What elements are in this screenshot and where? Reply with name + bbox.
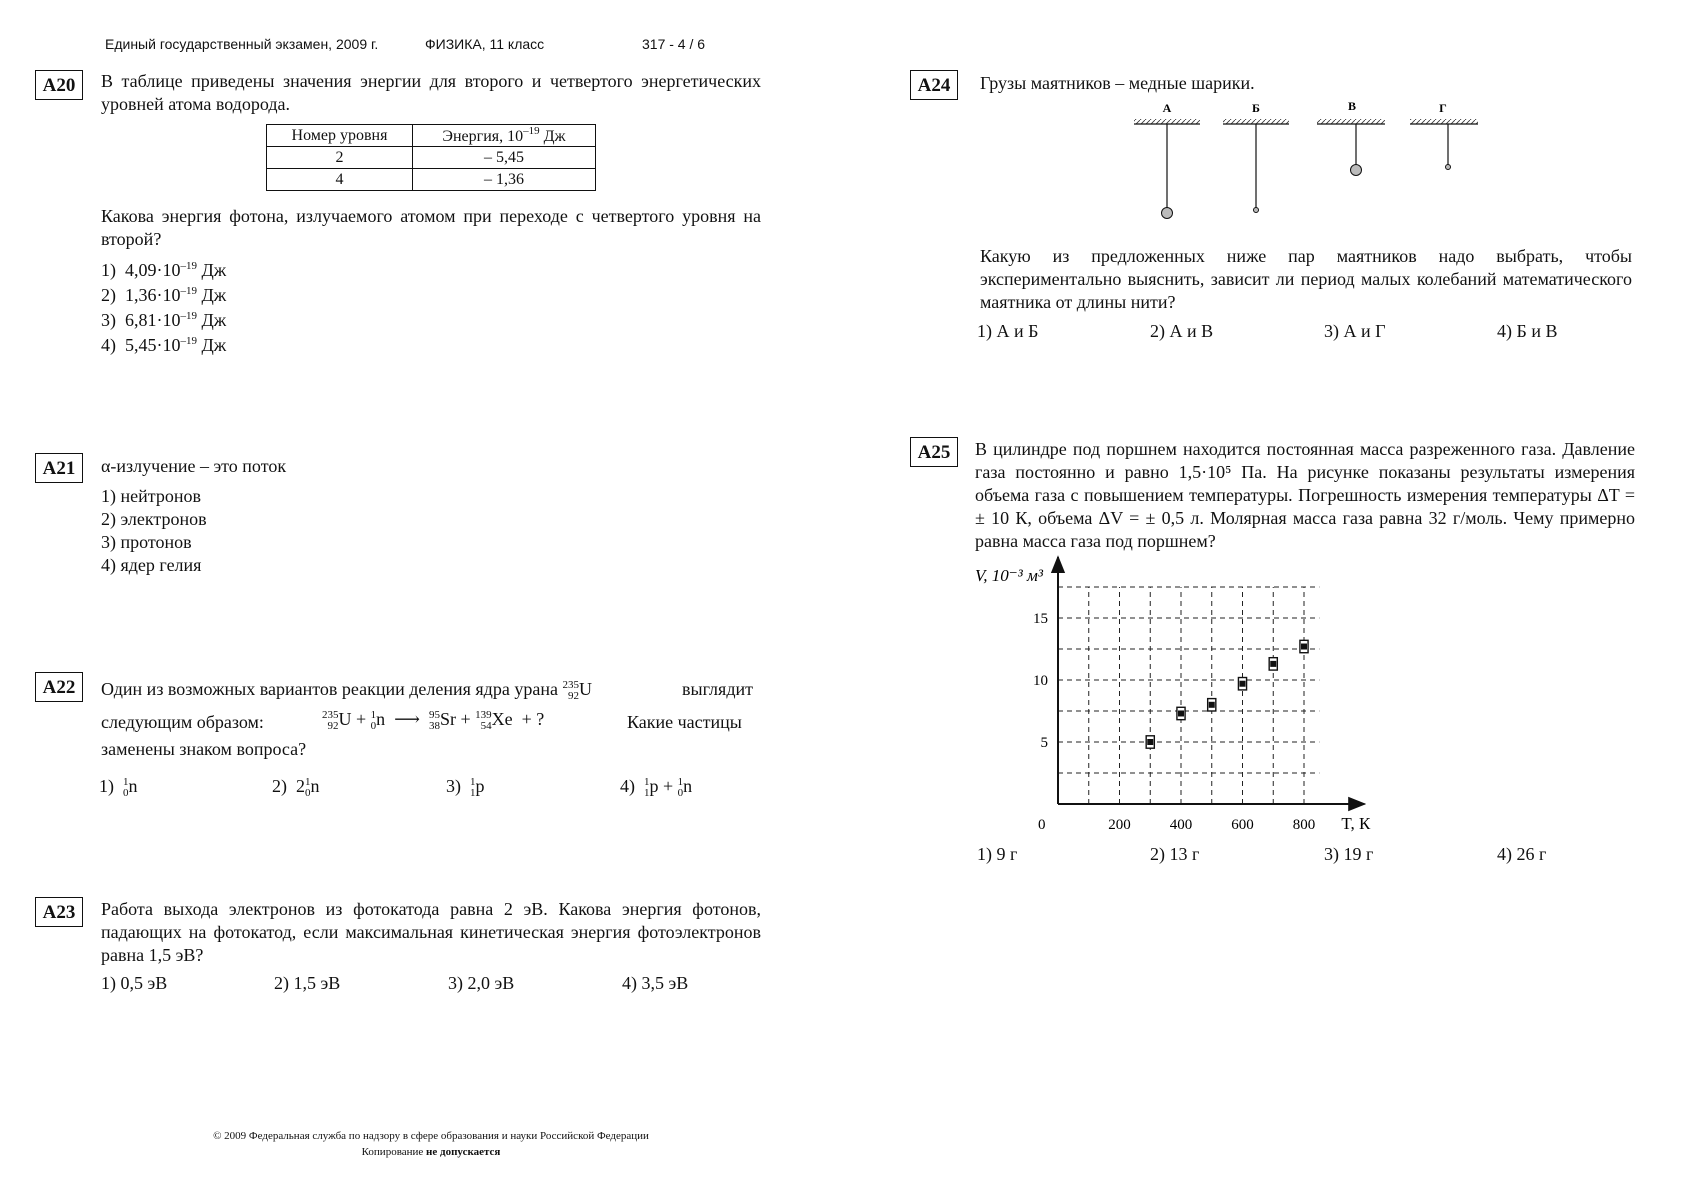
a21-answer-1[interactable]: 1) нейтронов [101,486,201,506]
question-tag-a25: А25 [910,437,958,467]
ceiling-hatch [1134,119,1200,124]
data-point [1209,702,1215,708]
x-axis-label: T, К [1341,814,1371,833]
a21-answer-3[interactable]: 3) протонов [101,532,192,552]
a25-answer-1[interactable]: 1) 9 г [977,844,1018,864]
a20-answer-2[interactable]: 2) $1,36\cdot 10^{-19}$ Дж [101,285,227,305]
table-row [267,169,596,191]
table-header-energy: Энергия, $10^{-19}$ Дж [413,125,596,147]
a22-line3: заменены знаком вопроса? [101,739,307,759]
a21-answer-4[interactable]: 4) ядер гелия [101,555,202,575]
y-tick-label: 5 [1040,735,1048,751]
ball-v [1351,165,1362,176]
reaction-equation: 235 92 U + 1 0 n ⟶ 95 38 Sr + 139 54 Xe + ? [322,708,545,732]
x-tick-label: 400 [1169,817,1193,833]
data-point [1147,739,1153,745]
chart-grid [1058,587,1319,804]
question-tag-a24: А24 [910,70,958,100]
a25-answer-3[interactable]: 3) 19 г [1324,844,1374,864]
pendulum-label-a: А [1162,101,1172,115]
a21-text: α-излучение – это поток [101,456,287,476]
table-row [267,147,596,169]
exam-title: Единый государственный экзамен, 2009 г. [105,36,379,52]
x-tick-label: 600 [1231,817,1254,833]
a24-answer-1[interactable]: 1) А и Б [977,321,1039,341]
pendulums-figure [1120,95,1490,230]
a25-text: В цилиндре под поршнем находится постоянная масса разреженного газа. Давление газа постоянно и равно 1,5·10⁵ Па. На рисунке показаны результаты измерения объема газа с повышением температуры. Погрешность измерения температуры ΔT = ± 10 К, объема ΔV = ± 0,5 л. Молярная масса газа равна 32 г/моль. Чему примерно равна масса газа под поршнем? [975,439,1635,551]
a25-answer-4[interactable]: 4) 26 г [1497,844,1547,864]
pendulum-label-g: Г [1439,101,1447,115]
origin-label: 0 [1038,817,1046,833]
a25-answer-2[interactable]: 2) 13 г [1150,844,1200,864]
ball-a [1162,208,1173,219]
a20-question: Какова энергия фотона, излучаемого атомом при переходе с четвертого уровня на второй? [101,206,761,249]
data-point [1178,710,1184,716]
a24-question: Какую из предложенных ниже пар маятников надо выбрать, чтобы экспериментально выяснить, зависит ли период малых колебаний математического маятника от длины нити? [980,246,1632,312]
ball-g [1446,165,1451,170]
y-axis-label: V, 10⁻³ м³ [975,566,1043,585]
ceiling-hatch [1317,119,1385,124]
a23-answer-3[interactable]: 3) 2,0 эВ [448,973,515,993]
a20-answer-1[interactable]: 1) $4,09\cdot 10^{-19}$ Дж [101,260,227,280]
question-tag-a20: А20 [35,70,83,100]
a24-answer-2[interactable]: 2) А и В [1150,321,1214,341]
a22-answer-2[interactable]: 2) 2 1 0 n [272,775,320,799]
a23-answer-4[interactable]: 4) 3,5 эВ [622,973,689,993]
y-tick-label: 15 [1033,611,1048,627]
data-point [1301,644,1307,650]
energy-table [266,124,596,191]
a21-answer-2[interactable]: 2) электронов [101,509,207,529]
a20-text: В таблице приведены значения энергии для второго и четвертого энергетических уровней атома водорода. [101,71,761,114]
table-cell: – 5,45 [413,147,596,169]
y-tick-label: 10 [1033,673,1048,689]
a22-line2-start: следующим образом: [101,712,264,732]
a24-answer-3[interactable]: 3) А и Г [1324,321,1386,341]
a24-answer-4[interactable]: 4) Б и В [1497,321,1558,341]
a20-answer-3[interactable]: 3) $6,81\cdot 10^{-19}$ Дж [101,310,227,330]
pendulum-label-v: В [1347,99,1357,113]
a20-answer-4[interactable]: 4) $5,45\cdot 10^{-19}$ Дж [101,335,227,355]
a23-text: Работа выхода электронов из фотокатода равна 2 эВ. Какова энергия фотонов, падающих на фотокатод, если максимальная кинетическая энергия фотоэлектронов равна 1,5 эВ? [101,899,761,965]
a23-answer-2[interactable]: 2) 1,5 эВ [274,973,341,993]
a22-answer-1[interactable]: 1) 1 0 n [99,775,138,799]
volume-temperature-chart [960,548,1380,833]
table-header-level: Номер уровня [267,125,413,147]
a22-answer-4[interactable]: 4) 1 1 p + 1 0 n [620,775,693,799]
ceiling-hatch [1410,119,1478,124]
subject-title: ФИЗИКА, 11 класс [425,36,545,52]
a22-answer-3[interactable]: 3) 1 1 p [446,775,485,799]
question-tag-a22: А22 [35,672,83,702]
a24-text: Грузы маятников – медные шарики. [980,73,1255,93]
x-tick-label: 800 [1292,817,1316,833]
table-cell: 4 [267,169,413,191]
pendulum-label-b: Б [1252,101,1260,115]
ball-b [1254,208,1259,213]
footer-copyright: © 2009 Федеральная служба по надзору в сфере образования и науки Российской Федерации [213,1130,649,1142]
ceiling-hatch [1223,119,1289,124]
a23-answer-1[interactable]: 1) 0,5 эВ [101,973,168,993]
footer-copy-notice: Копирование не допускается [361,1146,501,1158]
question-tag-a23: А23 [35,897,83,927]
data-point [1270,661,1276,667]
a22-line1: Один из возможных вариантов реакции деления ядра урана 235 92 U [101,678,592,702]
x-tick-label: 200 [1108,817,1131,833]
page-number: 317 - 4 / 6 [642,36,706,52]
data-point [1240,681,1246,687]
table-cell: 2 [267,147,413,169]
a22-line1-end: выглядит [682,679,753,699]
question-tag-a21: А21 [35,453,83,483]
table-cell: – 1,36 [413,169,596,191]
a22-line2-end: Какие частицы [627,712,742,732]
